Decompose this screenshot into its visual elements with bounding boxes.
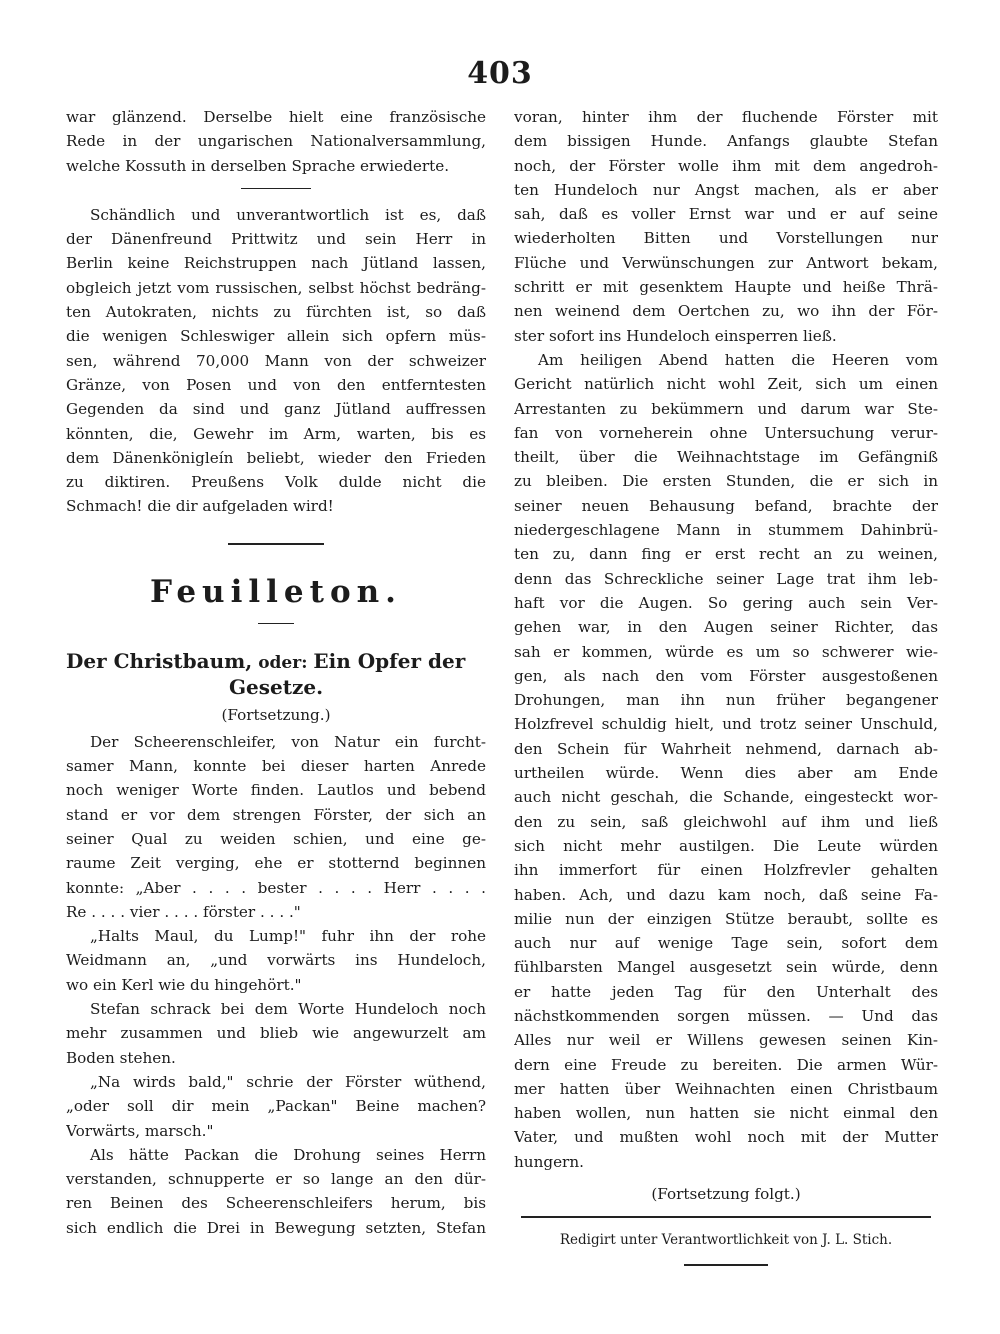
text-line: ten zu, dann fing er erst recht an zu weinen, — [514, 545, 938, 564]
text-line: mehr zusammen und blieb wie angewurzelt am — [66, 1024, 486, 1043]
text-line: dem Dänenkönigleín beliebt, wieder den Frieden — [66, 448, 486, 467]
text-line: den zu sein, saß gleichwohl auf ihm und ließ — [514, 812, 938, 831]
text-line: noch weniger Worte finden. Lautlos und bebend — [66, 781, 486, 800]
text-line: Holzfrevel schuldig hielt, und trotz seiner Unschuld, — [514, 715, 938, 734]
text-line: Vater, und mußten wohl noch mit der Mutter — [514, 1128, 938, 1147]
news-paragraph-1 — [66, 105, 486, 178]
page-number: 403 — [467, 56, 533, 91]
text-line: milie nun der einzigen Stütze beraubt, sollte es — [514, 909, 938, 928]
text-line: fan von vorneherein ohne Untersuchung verur- — [514, 423, 938, 442]
text-line: denn das Schreckliche seiner Lage trat ihm leb- — [514, 569, 938, 588]
text-line: haft vor die Augen. So gering auch sein Ver- — [514, 593, 938, 612]
text-line: seiner neuen Behausung befand, brachte der — [514, 496, 938, 515]
text-line: sich endlich die Drei in Bewegung setzten, Stefan — [66, 1218, 486, 1237]
footer-divider — [521, 1216, 931, 1218]
text-line: noch, der Förster wolle ihm mit dem angedroh- — [514, 156, 938, 175]
story-title-part: oder: — [252, 652, 314, 673]
text-line: urtheilen würde. Wenn dies aber am Ende — [514, 764, 938, 783]
text-line: Rede in der ungarischen Nationalversammlung, — [66, 132, 486, 151]
right-column — [514, 105, 938, 1266]
text-line: nen weinend dem Oertchen zu, wo ihn der För- — [514, 302, 938, 321]
text-line: sah, daß es voller Ernst war und er auf seine — [514, 205, 938, 224]
text-line: den Schein für Wahrheit nehmend, darnach ab- — [514, 739, 938, 758]
text-line: schritt er mit gesenktem Haupte und heiße Thrä- — [514, 278, 938, 297]
story-title-part: Der Christbaum, — [66, 648, 253, 673]
text-line: war glänzend. Derselbe hielt eine französische — [66, 108, 486, 126]
text-line: zu diktiren. Preußens Volk dulde nicht die — [66, 473, 486, 492]
text-line: er hatte jeden Tag für den Unterhalt des — [514, 982, 938, 1001]
text-line: mer hatten über Weihnachten einen Christbaum — [514, 1079, 938, 1098]
story-title-continued: Gesetze. — [228, 674, 324, 699]
text-line: fühlbarsten Mangel ausgesetzt sein würde, denn — [514, 958, 938, 977]
text-line: niedergeschlagene Mann in stummem Dahinbrü- — [514, 521, 938, 540]
editor-credit: Redigirt unter Verantwortlichkeit von J. L. Stich. — [559, 1232, 893, 1249]
text-line: auch nur auf wenige Tage sein, sofort dem — [514, 934, 938, 953]
text-line: wo ein Kerl wie du hingehört." — [66, 975, 302, 994]
continuation-note: (Fortsetzung.) — [221, 705, 331, 724]
text-line: haben. Ach, und dazu kam noch, daß seine Fa- — [514, 885, 938, 904]
text-line: Boden stehen. — [66, 1048, 176, 1067]
text-line: seiner Qual zu weiden schien, und eine ge- — [66, 829, 486, 848]
text-line: ster sofort ins Hundeloch einsperren ließ. — [514, 326, 837, 345]
text-line: ren Beinen des Scheerenschleifers herum, bis — [66, 1194, 486, 1213]
text-line: voran, hinter ihm der fluchende Förster mit — [514, 108, 938, 126]
text-line: dern eine Freude zu bereiten. Die armen Wür- — [514, 1055, 938, 1074]
left-column — [66, 105, 486, 1240]
text-line: Der Scheerenschleifer, von Natur ein furcht- — [90, 732, 486, 751]
section-divider — [241, 188, 311, 189]
news-paragraph-2 — [66, 203, 486, 519]
text-line: Gränze, von Posen und von den entferntesten — [66, 375, 486, 394]
text-line: hungern. — [514, 1152, 584, 1171]
text-line: gen, als nach den vom Förster ausgestoßenen — [514, 666, 938, 685]
heading-underline — [258, 623, 294, 624]
text-line: sen, während 70,000 Mann von der schweizer — [66, 351, 486, 370]
story-text — [66, 730, 486, 1240]
text-line: der Dänenfreund Prittwitz und sein Herr in — [66, 230, 486, 249]
text-line: Am heiligen Abend hatten die Heeren vom — [538, 350, 938, 369]
text-line: obgleich jetzt vom russischen, selbst höchst bedräng- — [66, 278, 486, 297]
text-line: verstanden, schnupperte er so lange an den dür- — [66, 1170, 486, 1189]
text-line: nächstkommenden sorgen müssen. — Und das — [514, 1006, 938, 1025]
text-line: stand er vor dem strengen Förster, der sich an — [66, 805, 486, 824]
text-line: ten Autokraten, nichts zu fürchten ist, so daß — [66, 303, 486, 322]
text-line: Gegenden da sind und ganz Jütland auffressen — [66, 400, 486, 419]
text-line: Re . . . . vier . . . . förster . . . ." — [66, 902, 301, 921]
text-line: ihn immerfort für einen Holzfrevler gehalten — [514, 861, 938, 880]
text-line: „oder soll dir mein „Packan" Beine machen? — [66, 1097, 486, 1116]
text-line: Schmach! die dir aufgeladen wird! — [66, 497, 334, 516]
text-line: die wenigen Schleswiger allein sich opfern müs- — [66, 327, 486, 346]
text-line: theilt, über die Weihnachtstage im Gefängniß — [514, 448, 938, 467]
section-divider — [228, 543, 324, 545]
story-title — [66, 648, 486, 674]
text-line: Arrestanten zu bekümmern und darum war Ste- — [514, 399, 938, 418]
text-line: Vorwärts, marsch." — [66, 1121, 214, 1140]
feuilleton-heading: Feuilleton. — [150, 573, 402, 610]
text-line: Als hätte Packan die Drohung seines Herrn — [90, 1145, 486, 1164]
text-line: sah er kommen, würde es um so schwerer wie- — [514, 642, 938, 661]
story-title-part: Ein Opfer der — [313, 648, 466, 673]
text-line: auch nicht geschah, die Schande, eingesteckt wor- — [514, 788, 938, 807]
text-line: samer Mann, konnte bei dieser harten Anrede — [66, 757, 486, 776]
footer-end-rule — [684, 1264, 768, 1266]
text-line: Stefan schrack bei dem Worte Hundeloch noch — [90, 1000, 486, 1019]
text-line: Alles nur weil er Willens gewesen seinen Kin- — [514, 1031, 938, 1050]
text-line: gehen war, in den Augen seiner Richter, das — [514, 618, 938, 637]
text-line: „Halts Maul, du Lump!" fuhr ihn der rohe — [90, 927, 486, 946]
text-line: zu bleiben. Die ersten Stunden, die er sich in — [514, 472, 938, 491]
text-line: Berlin keine Reichstruppen nach Jütland lassen, — [66, 254, 486, 273]
text-line: Flüche und Verwünschungen zur Antwort bekam, — [514, 253, 938, 272]
story-text-continued — [514, 105, 938, 1174]
text-line: Schändlich und unverantwortlich ist es, daß — [90, 205, 486, 224]
text-line: Weidmann an, „und vorwärts ins Hundeloch, — [66, 951, 486, 970]
text-line: raume Zeit verging, ehe er stotternd beginnen — [66, 854, 486, 873]
text-line: ten Hundeloch nur Angst machen, als er aber — [514, 180, 938, 199]
text-line: Drohungen, man ihn nun früher begangener — [514, 691, 938, 710]
continuation-footer: (Fortsetzung folgt.) — [651, 1185, 801, 1204]
text-line: wiederholten Bitten und Vorstellungen nur — [514, 229, 938, 248]
text-line: haben wollen, nun hatten sie nicht einmal den — [514, 1104, 938, 1123]
text-line: dem bissigen Hunde. Anfangs glaubte Stefan — [514, 132, 938, 151]
text-line: sich nicht mehr austilgen. Die Leute würden — [514, 836, 938, 855]
text-line: Gericht natürlich nicht wohl Zeit, sich um einen — [514, 375, 938, 394]
text-line: könnten, die, Gewehr im Arm, warten, bis es — [66, 424, 486, 443]
text-line: konnte: „Aber . . . . bester . . . . Herr . . . . — [66, 878, 486, 897]
text-line: welche Kossuth in derselben Sprache erwiederte. — [66, 156, 450, 175]
text-line: „Na wirds bald," schrie der Förster wüthend, — [90, 1072, 486, 1091]
